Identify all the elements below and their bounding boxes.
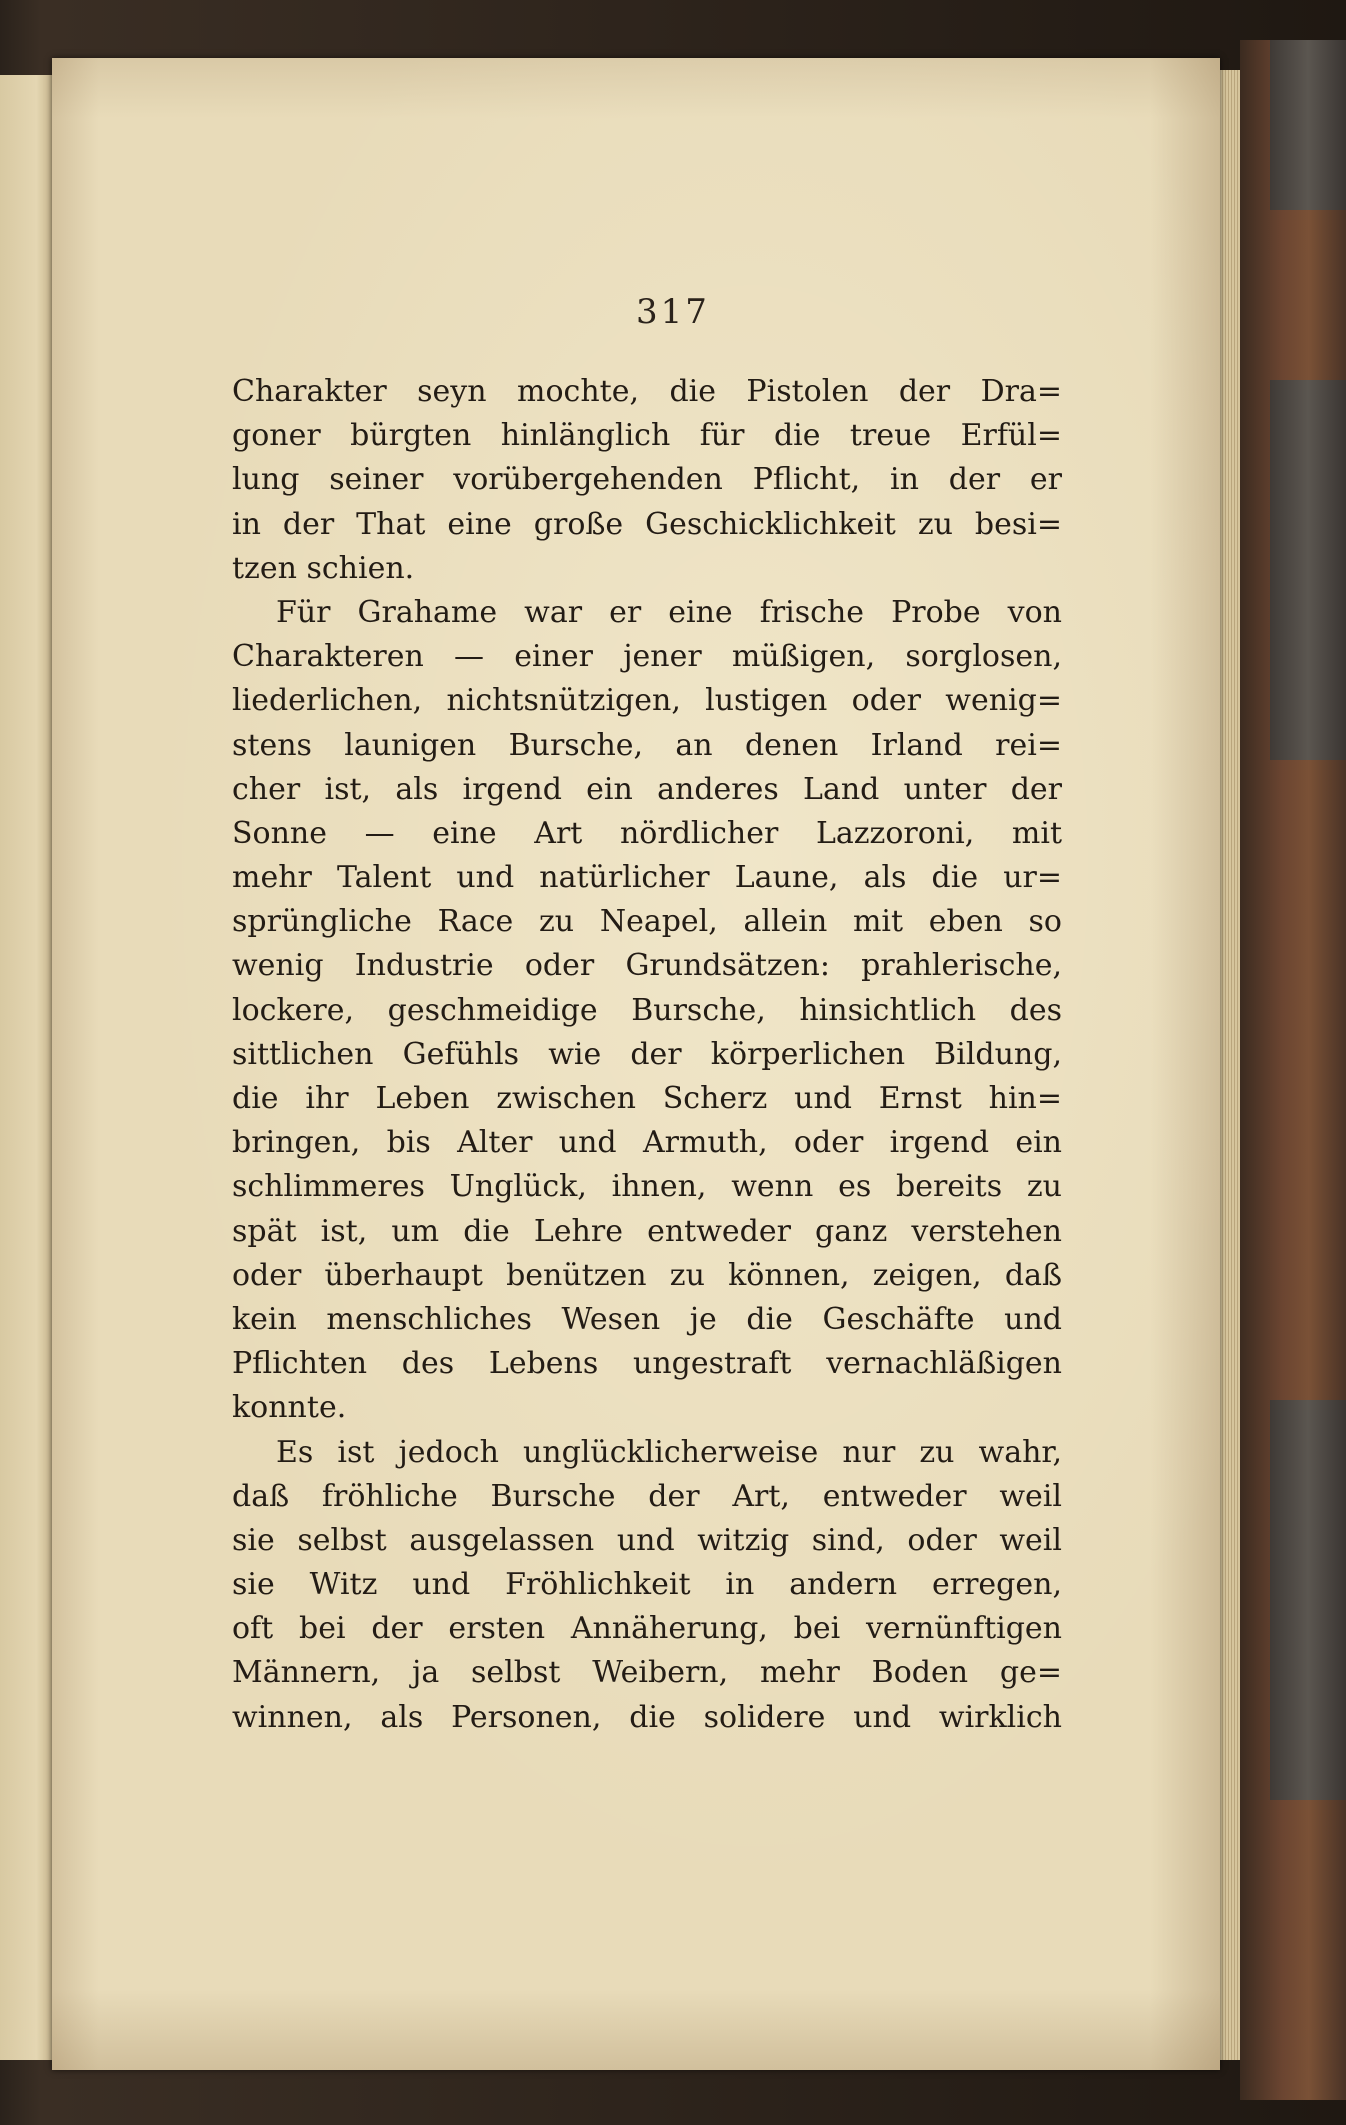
facing-page-edge (0, 75, 55, 2060)
text-line: winnen, als Personen, die solidere und wirklich (232, 1699, 1062, 1735)
text-line: Charakteren — einer jener müßigen, sorglosen, (232, 639, 1062, 675)
text-line: goner bürgten hinlänglich für die treue Erfül= (232, 418, 1062, 454)
text-line: oft bei der ersten Annäherung, bei vernünftigen (232, 1611, 1062, 1647)
text-line: sittlichen Gefühls wie der körperlichen Bildung, (232, 1036, 1062, 1072)
cover-band (1270, 380, 1346, 760)
text-line: stens launigen Bursche, an denen Irland rei= (232, 727, 1062, 763)
text-line: bringen, bis Alter und Armuth, oder irgend ein (232, 1125, 1062, 1161)
text-line: Es ist jedoch unglücklicherweise nur zu wahr, (276, 1434, 1062, 1470)
text-line: daß fröhliche Bursche der Art, entweder weil (232, 1478, 1062, 1514)
text-line: oder überhaupt benützen zu können, zeigen, daß (232, 1257, 1062, 1293)
text-line: schlimmeres Unglück, ihnen, wenn es bereits zu (232, 1169, 1062, 1205)
text-line: Charakter seyn mochte, die Pistolen der Dra= (232, 374, 1062, 409)
cover-band (1270, 40, 1346, 210)
text-line: Männern, ja selbst Weibern, mehr Boden ge= (232, 1655, 1062, 1691)
text-line: konnte. (232, 1390, 347, 1426)
page-number: 317 (636, 292, 710, 332)
page-edges (1220, 70, 1240, 2060)
text-line: tzen schien. (232, 550, 415, 586)
text-line: sprüngliche Race zu Neapel, allein mit eben so (232, 904, 1062, 940)
text-line: kein menschliches Wesen je die Geschäfte und (232, 1301, 1062, 1337)
text-line: wenig Industrie oder Grundsätzen: prahlerische, (232, 948, 1062, 984)
text-line: in der That eine große Geschicklichkeit zu besi= (232, 506, 1062, 542)
text-line: mehr Talent und natürlicher Laune, als die ur= (232, 860, 1062, 896)
text-line: liederlichen, nichtsnützigen, lustigen oder wenig= (232, 683, 1062, 719)
body-text (232, 370, 1062, 1740)
text-line: sie Witz und Fröhlichkeit in andern erregen, (232, 1567, 1062, 1603)
text-line: lockere, geschmeidige Bursche, hinsichtlich des (232, 992, 1062, 1028)
text-line: Sonne — eine Art nördlicher Lazzoroni, mit (232, 815, 1062, 851)
text-line: sie selbst ausgelassen und witzig sind, oder weil (232, 1522, 1062, 1558)
text-line: Für Grahame war er eine frische Probe von (276, 594, 1062, 630)
text-line: spät ist, um die Lehre entweder ganz verstehen (232, 1213, 1062, 1249)
text-line: die ihr Leben zwischen Scherz und Ernst hin= (232, 1081, 1062, 1116)
text-line: cher ist, als irgend ein anderes Land unter der (232, 771, 1062, 807)
text-line: Pflichten des Lebens ungestraft vernachläßigen (232, 1346, 1062, 1382)
cover-band (1270, 1400, 1346, 1800)
text-line: lung seiner vorübergehenden Pflicht, in der er (232, 462, 1062, 498)
